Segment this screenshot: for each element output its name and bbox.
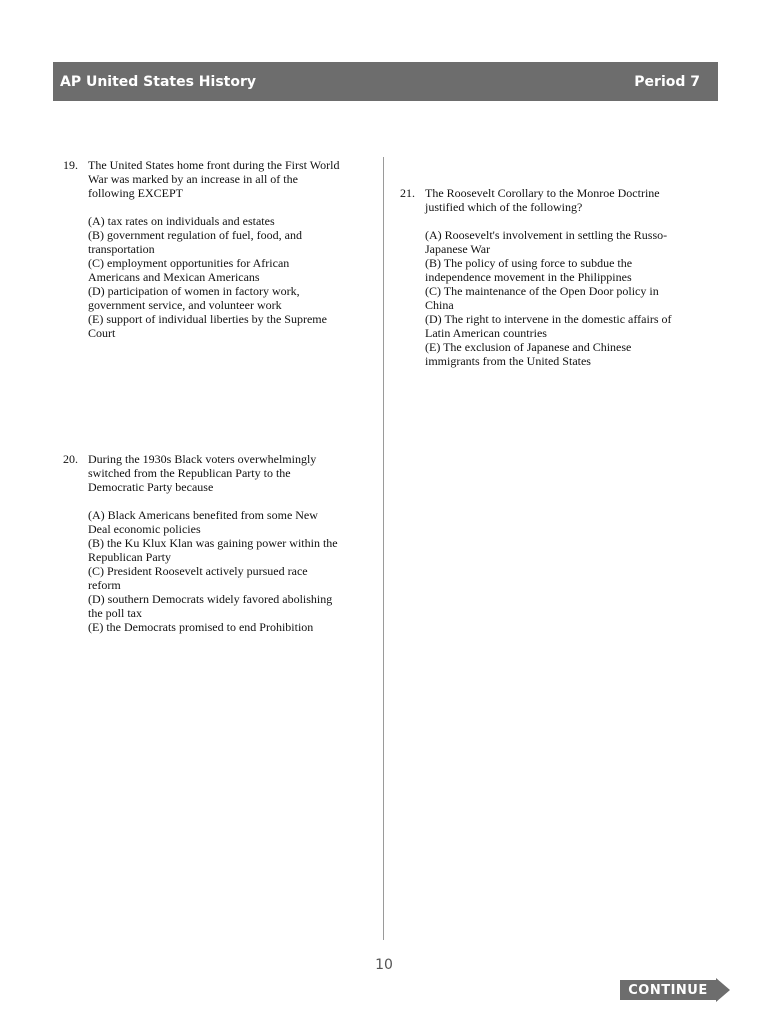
page-number: 10 [375, 957, 393, 973]
continue-button[interactable] [620, 978, 732, 1002]
answer-option-b: (B) The policy of using force to subdue the independence movement in the Philippines [425, 256, 633, 284]
question-stem: The Roosevelt Corollary to the Monroe Doctrine justified which of the following? [425, 186, 660, 214]
header-title: AP United States History [60, 73, 256, 90]
answer-option-e: (E) support of individual liberties by the Supreme Court [88, 312, 327, 340]
continue-label: CONTINUE [620, 980, 716, 1000]
page-header [53, 62, 718, 101]
answer-option-c: (C) President Roosevelt actively pursued race reform [88, 564, 308, 592]
answer-option-d: (D) The right to intervene in the domestic affairs of Latin American countries [425, 312, 672, 340]
answer-option-c: (C) The maintenance of the Open Door policy in China [425, 284, 659, 312]
answer-option-b: (B) government regulation of fuel, food, and transportation [88, 228, 302, 256]
column-divider [383, 157, 384, 940]
answer-option-d: (D) participation of women in factory work, government service, and volunteer work [88, 284, 300, 312]
answer-option-c: (C) employment opportunities for African Americans and Mexican Americans [88, 256, 290, 284]
answer-options [425, 228, 681, 368]
answer-option-e: (E) the Democrats promised to end Prohibition [88, 620, 314, 634]
question-stem: The United States home front during the First World War was marked by an increase in all of the following EXCEPT [88, 158, 340, 200]
header-period: Period 7 [634, 73, 700, 90]
answer-option-d: (D) southern Democrats widely favored abolishing the poll tax [88, 592, 333, 620]
answer-option-e: (E) The exclusion of Japanese and Chinese immigrants from the United States [425, 340, 632, 368]
answer-option-a: (A) Roosevelt's involvement in settling the Russo-Japanese War [425, 228, 668, 256]
answer-option-a: (A) tax rates on individuals and estates [88, 214, 275, 228]
question-number: 19. [63, 158, 78, 172]
question-number: 21. [400, 186, 415, 200]
answer-options [88, 508, 342, 634]
question-stem: During the 1930s Black voters overwhelmingly switched from the Republican Party to the Democratic Party because [88, 452, 317, 494]
arrow-right-icon [716, 978, 730, 1002]
answer-options [88, 214, 340, 340]
answer-option-b: (B) the Ku Klux Klan was gaining power within the Republican Party [88, 536, 338, 564]
answer-option-a: (A) Black Americans benefited from some New Deal economic policies [88, 508, 318, 536]
question-number: 20. [63, 452, 78, 466]
